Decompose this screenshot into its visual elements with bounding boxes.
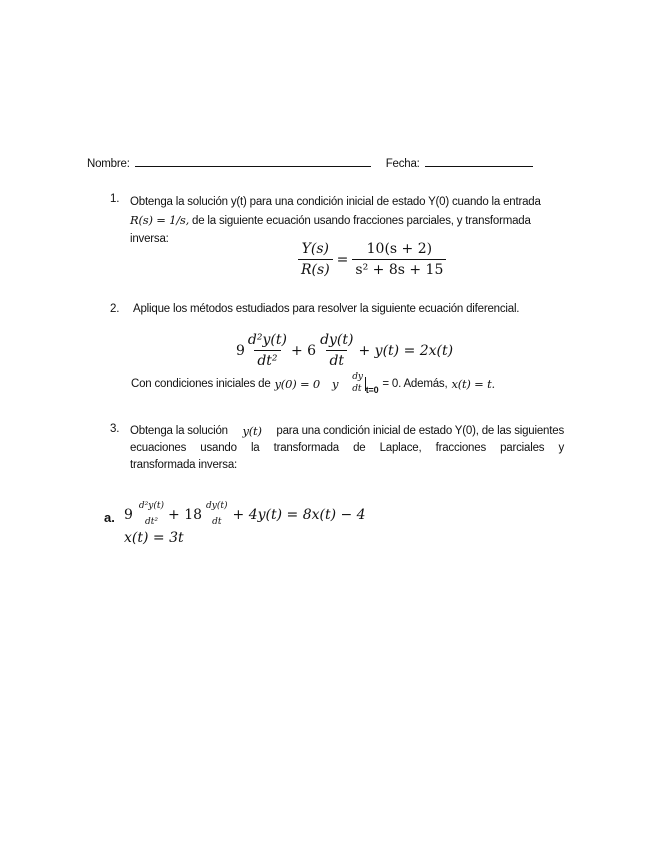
qa-eq-rest: + 4y(t) = 8x(t) − 4 [232,507,366,523]
q2-f2-num: dy(t) [320,332,354,348]
q1-rhs-den: s² + 8s + 15 [352,259,446,278]
q2-cond-y: y [331,377,339,391]
q2-cond-math2: x(t) = t. [451,377,495,391]
q2-text: Aplique los métodos estudiados para resolver la siguiente ecuación diferencial. [133,303,520,315]
q2-cond-eq0: = 0. Además, [382,378,448,390]
q3-line1-b: para una condición inicial de estado Y(0), de las siguientes [276,425,564,437]
qa-label: a. [104,510,115,525]
q2-cond-dt: dt [352,384,362,394]
q1-rhs-fraction [352,241,446,278]
q2-conditions [131,374,495,394]
qa-coef9: 9 [124,507,133,523]
q2-f1-den: dt² [254,350,280,369]
qa-equation [124,502,366,528]
qa-f2-den: dt [212,517,222,527]
q2-cond-derivative [352,372,363,396]
q2-eq-rest: + y(t) = 2x(t) [358,342,454,359]
q1-line3: inversa: [130,233,169,245]
q2-cond-t0: t=0 [365,385,379,395]
q2-equation [236,332,453,369]
q2-f2-den: dt [326,350,347,369]
q3-line3: transformada inversa: [130,459,238,471]
q1-text [130,193,564,248]
q1-lhs-fraction [298,241,333,278]
qa-f1-den: dt² [144,517,158,527]
q1-equation [298,241,446,278]
q2-fraction1 [245,332,290,369]
q2-cond-dy: dy [352,372,363,382]
q2-fraction2 [317,332,356,369]
q3-text [130,423,564,474]
qa-fraction2 [203,501,231,527]
q1-lhs-num: Y(s) [301,241,329,257]
fecha-blank[interactable] [425,156,533,167]
q3-line2: ecuaciones usando la transformada de Laplace, fracciones parciales y [130,442,564,454]
q2-cond-math1: y(0) = 0 [274,377,320,391]
q3-number: 3. [110,423,120,435]
nombre-blank[interactable] [135,156,371,167]
q1-lhs-den: R(s) [298,259,333,278]
qa-xline: x(t) = 3t [124,530,184,546]
q1-line1: Obtenga la solución y(t) para una condición inicial de estado Y(0) cuando la entrada [130,196,541,208]
q1-rs-math: R(s) = 1/s, [130,213,190,227]
header-line [87,156,533,170]
nombre-label: Nombre: [87,158,130,170]
qa-plus18: + 18 [168,507,203,523]
q2-coef9: 9 [236,342,245,359]
q2-f1-num: d²y(t) [247,332,287,348]
qa-f1-num: d²y(t) [138,501,165,511]
q2-plus6: + 6 [290,342,317,359]
q1-equals: = [336,251,349,268]
qa-fraction1 [136,501,167,527]
q1-rhs-num: 10(s + 2) [366,241,433,257]
q3-line1-math: y(t) [242,424,262,438]
q3-line1-a: Obtenga la solución [130,425,228,437]
q3-line1 [130,423,564,440]
q1-number: 1. [110,193,120,205]
fecha-label: Fecha: [385,158,420,170]
qa-f2-num: dy(t) [206,501,228,511]
q1-line2-text: de la siguiente ecuación usando fracciones parciales, y transformada [189,215,531,227]
q2-cond-text: Con condiciones iniciales de [131,378,271,390]
q1-line2 [130,211,564,230]
q2-number: 2. [110,303,120,315]
